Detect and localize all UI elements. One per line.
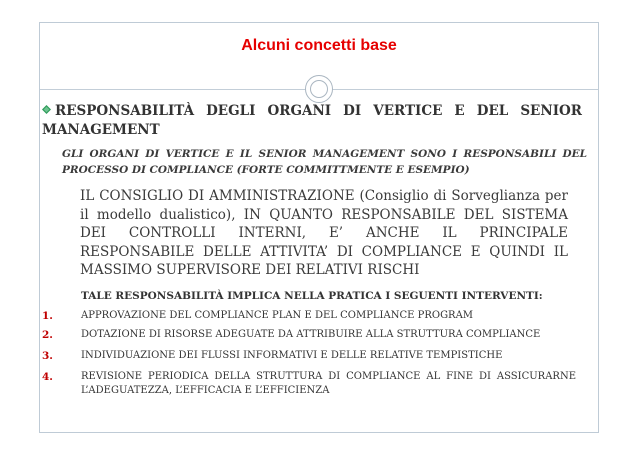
list-item-number: 3. <box>42 350 53 362</box>
list-item-number: 1. <box>42 310 53 322</box>
ring-ornament-icon <box>305 75 333 103</box>
list-item-text: INDIVIDUAZIONE DEI FLUSSI INFORMATIVI E DELLE RELATIVE TEMPISTICHE <box>81 350 503 361</box>
list-item-text: REVISIONE PERIODICA DELLA STRUTTURA DI COMPLIANCE AL FINE DI ASSICURARNE L’ADEGUATEZZA, L’EFFICACIA E L’EFFICIENZA <box>81 371 576 396</box>
list-title: TALE RESPONSABILITÀ IMPLICA NELLA PRATICA I SEGUENTI INTERVENTI: <box>81 290 543 302</box>
list-item-text: APPROVAZIONE DEL COMPLIANCE PLAN E DEL COMPLIANCE PROGRAM <box>81 310 474 321</box>
section-heading-text: RESPONSABILITÀ DEGLI ORGANI DI VERTICE E DEL SENIOR MANAGEMENT <box>42 103 582 138</box>
ring-inner-circle <box>310 80 328 98</box>
list-item-text: DOTAZIONE DI RISORSE ADEGUATE DA ATTRIBUIRE ALLA STRUTTURA COMPLIANCE <box>81 329 541 340</box>
list-item-number: 4. <box>42 371 53 383</box>
body-paragraph: IL CONSIGLIO DI AMMINISTRAZIONE (Consiglio di Sorveglianza per il modello dualistico), IN QUANTO RESPONSABILE DEL SISTEMA DEI CONTROLLI INTERNI, E’ ANCHE IL PRINCIPALE RESPONSABILE DELLE ATTIVITA’ DI COMPLIANCE E QUINDI IL MASSIMO SUPERVISORE DEI RELATIVI RISCHI <box>80 188 568 278</box>
section-heading <box>42 102 582 140</box>
slide-title: Alcuni concetti base <box>241 37 397 54</box>
section-subheading: GLI ORGANI DI VERTICE E IL SENIOR MANAGEMENT SONO I RESPONSABILI DEL PROCESSO DI COMPLIANCE (FORTE COMMITTMENTE E ESEMPIO) <box>62 148 587 176</box>
list-item-number: 2. <box>42 329 53 341</box>
diamond-bullet-icon <box>42 105 51 114</box>
